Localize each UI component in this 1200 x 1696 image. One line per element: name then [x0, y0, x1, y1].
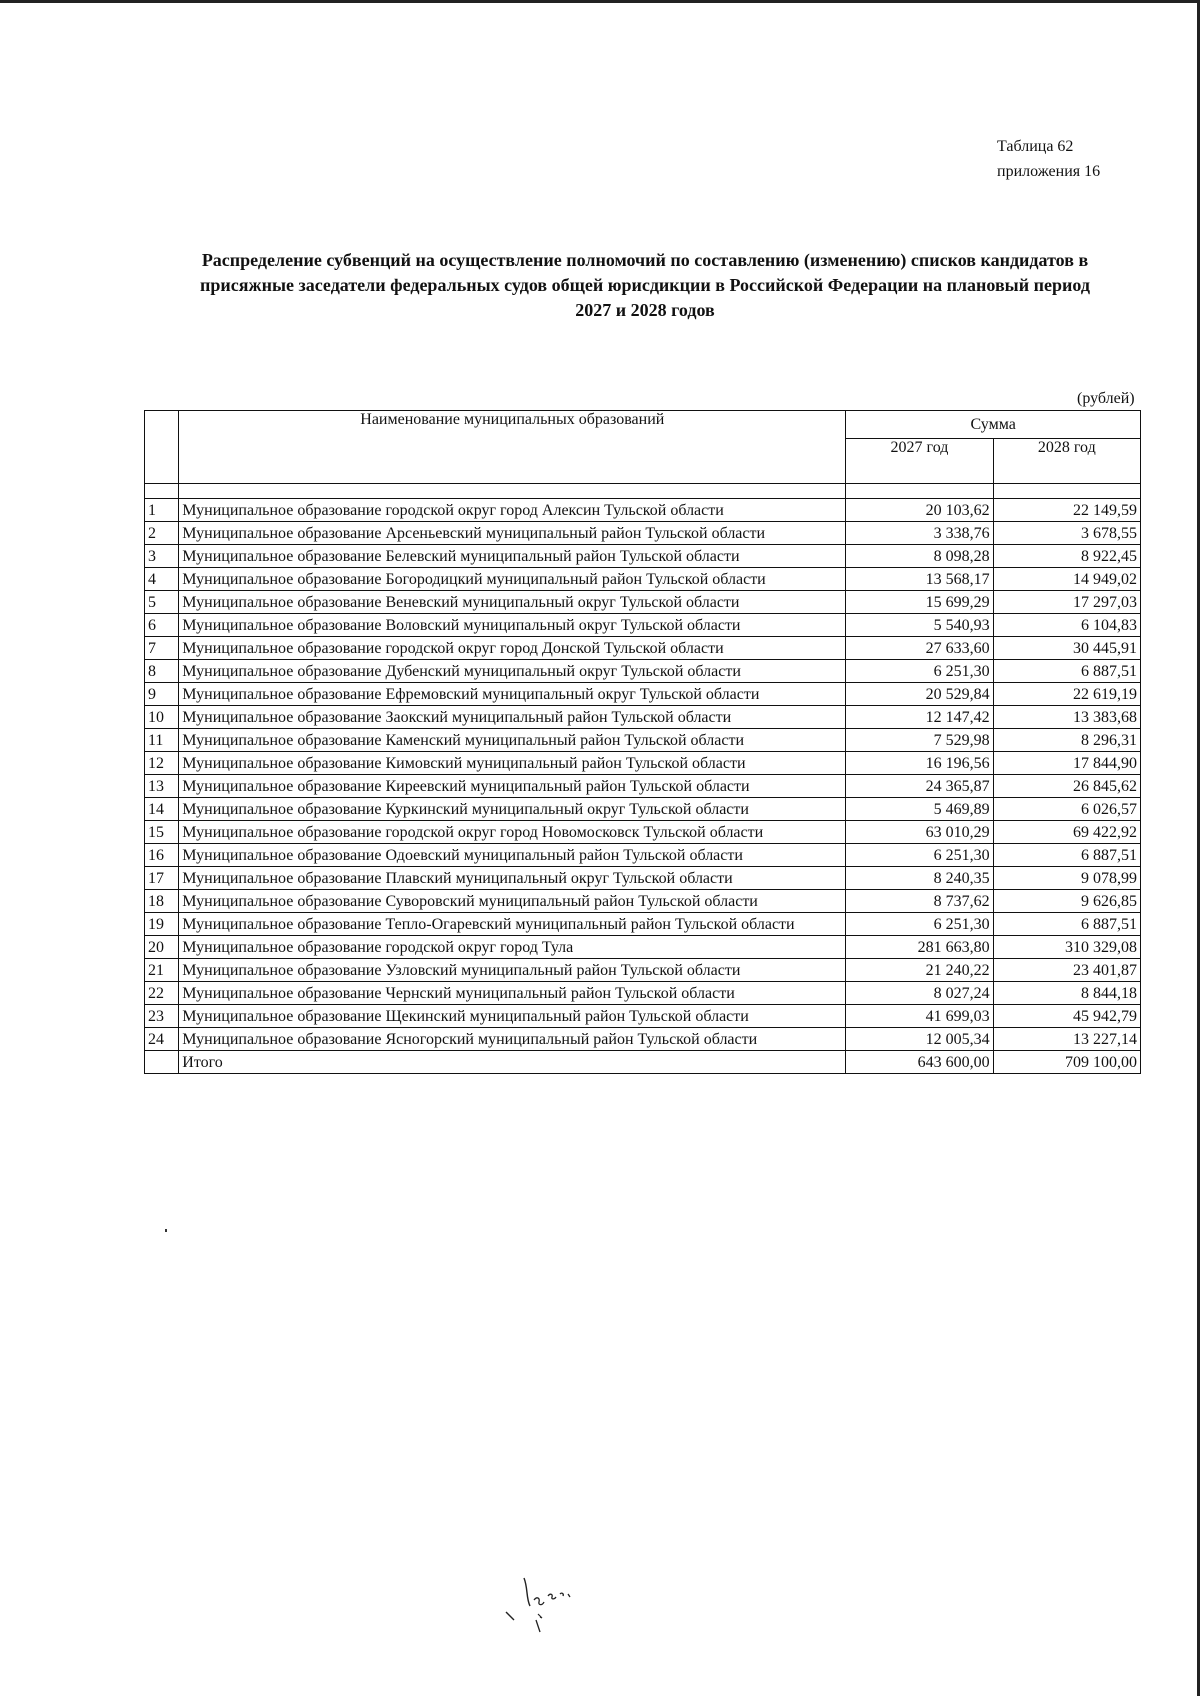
table-row	[145, 637, 1141, 660]
row-name: Муниципальное образование Щекинский муниципальный район Тульской области	[179, 1005, 846, 1028]
row-number: 10	[145, 706, 179, 729]
row-value-2028: 13 383,68	[993, 706, 1140, 729]
row-name: Муниципальное образование городской округ город Донской Тульской области	[179, 637, 846, 660]
table-row	[145, 798, 1141, 821]
row-value-2027: 7 529,98	[846, 729, 993, 752]
table-row	[145, 890, 1141, 913]
total-2027: 643 600,00	[846, 1051, 993, 1074]
row-value-2027: 8 098,28	[846, 545, 993, 568]
scan-speck	[165, 1229, 167, 1232]
row-name: Муниципальное образование Суворовский муниципальный район Тульской области	[179, 890, 846, 913]
page-border-top	[0, 0, 1200, 3]
row-number: 22	[145, 982, 179, 1005]
row-value-2028: 6 887,51	[993, 660, 1140, 683]
header-number-cell	[145, 411, 179, 484]
appendix-number: приложения 16	[997, 163, 1101, 180]
table-row	[145, 959, 1141, 982]
row-value-2028: 17 297,03	[993, 591, 1140, 614]
row-name: Муниципальное образование Белевский муниципальный район Тульской области	[179, 545, 846, 568]
row-name: Муниципальное образование Кимовский муниципальный район Тульской области	[179, 752, 846, 775]
handwritten-signature	[500, 1570, 600, 1640]
row-name: Муниципальное образование Веневский муниципальный округ Тульской области	[179, 591, 846, 614]
row-value-2027: 3 338,76	[846, 522, 993, 545]
row-number: 6	[145, 614, 179, 637]
row-number: 21	[145, 959, 179, 982]
row-number: 9	[145, 683, 179, 706]
table-row	[145, 1005, 1141, 1028]
row-number: 2	[145, 522, 179, 545]
title-line-3: 2027 и 2028 годов	[575, 300, 715, 320]
row-name: Муниципальное образование Дубенский муниципальный округ Тульской области	[179, 660, 846, 683]
row-value-2028: 14 949,02	[993, 568, 1140, 591]
table-row	[145, 936, 1141, 959]
table-row	[145, 867, 1141, 890]
row-value-2027: 281 663,80	[846, 936, 993, 959]
row-name: Муниципальное образование Тепло-Огаревский муниципальный район Тульской области	[179, 913, 846, 936]
row-number: 13	[145, 775, 179, 798]
row-name: Муниципальное образование городской округ город Новомосковск Тульской области	[179, 821, 846, 844]
row-value-2027: 8 240,35	[846, 867, 993, 890]
row-name: Муниципальное образование Узловский муниципальный район Тульской области	[179, 959, 846, 982]
row-number: 17	[145, 867, 179, 890]
row-value-2027: 27 633,60	[846, 637, 993, 660]
total-label: Итого	[179, 1051, 846, 1074]
table-row	[145, 522, 1141, 545]
row-value-2027: 6 251,30	[846, 913, 993, 936]
row-value-2027: 12 147,42	[846, 706, 993, 729]
row-value-2027: 21 240,22	[846, 959, 993, 982]
row-name: Муниципальное образование Арсеньевский муниципальный район Тульской области	[179, 522, 846, 545]
row-value-2027: 16 196,56	[846, 752, 993, 775]
table-row	[145, 591, 1141, 614]
row-value-2027: 8 737,62	[846, 890, 993, 913]
header-year-2028: 2028 год	[993, 439, 1140, 484]
row-number: 16	[145, 844, 179, 867]
table-row	[145, 821, 1141, 844]
row-name: Муниципальное образование городской округ город Тула	[179, 936, 846, 959]
row-number: 5	[145, 591, 179, 614]
row-value-2028: 6 887,51	[993, 913, 1140, 936]
row-number: 4	[145, 568, 179, 591]
row-number: 11	[145, 729, 179, 752]
row-value-2028: 26 845,62	[993, 775, 1140, 798]
row-value-2028: 22 149,59	[993, 499, 1140, 522]
row-number: 20	[145, 936, 179, 959]
row-name: Муниципальное образование Киреевский муниципальный район Тульской области	[179, 775, 846, 798]
row-value-2028: 17 844,90	[993, 752, 1140, 775]
row-value-2027: 5 540,93	[846, 614, 993, 637]
row-name: Муниципальное образование Воловский муниципальный округ Тульской области	[179, 614, 846, 637]
row-value-2028: 23 401,87	[993, 959, 1140, 982]
row-value-2027: 41 699,03	[846, 1005, 993, 1028]
row-name: Муниципальное образование Чернский муниципальный район Тульской области	[179, 982, 846, 1005]
header-year-2027: 2027 год	[846, 439, 993, 484]
table-row	[145, 568, 1141, 591]
table-row	[145, 844, 1141, 867]
row-name: Муниципальное образование Каменский муниципальный район Тульской области	[179, 729, 846, 752]
table-row	[145, 545, 1141, 568]
row-value-2027: 6 251,30	[846, 660, 993, 683]
row-value-2028: 6 026,57	[993, 798, 1140, 821]
row-name: Муниципальное образование Куркинский муниципальный округ Тульской области	[179, 798, 846, 821]
row-value-2028: 8 922,45	[993, 545, 1140, 568]
row-number: 14	[145, 798, 179, 821]
row-name: Муниципальное образование Плавский муниципальный округ Тульской области	[179, 867, 846, 890]
table-reference	[997, 134, 1100, 184]
row-value-2028: 69 422,92	[993, 821, 1140, 844]
row-number: 12	[145, 752, 179, 775]
row-value-2027: 8 027,24	[846, 982, 993, 1005]
row-name: Муниципальное образование Одоевский муниципальный район Тульской области	[179, 844, 846, 867]
total-number-cell	[145, 1051, 179, 1074]
row-value-2028: 9 078,99	[993, 867, 1140, 890]
row-number: 8	[145, 660, 179, 683]
header-name: Наименование муниципальных образований	[179, 411, 846, 484]
units-label: (рублей)	[1077, 390, 1135, 407]
row-name: Муниципальное образование Ефремовский муниципальный округ Тульской области	[179, 683, 846, 706]
row-value-2028: 22 619,19	[993, 683, 1140, 706]
row-number: 15	[145, 821, 179, 844]
table-row	[145, 752, 1141, 775]
row-name: Муниципальное образование Заокский муниципальный район Тульской области	[179, 706, 846, 729]
row-value-2027: 20 529,84	[846, 683, 993, 706]
subvention-table	[144, 410, 1141, 1074]
row-number: 7	[145, 637, 179, 660]
row-value-2028: 8 844,18	[993, 982, 1140, 1005]
total-row	[145, 1051, 1141, 1074]
table-row	[145, 982, 1141, 1005]
row-value-2028: 13 227,14	[993, 1028, 1140, 1051]
header-row	[145, 411, 1141, 439]
row-value-2027: 15 699,29	[846, 591, 993, 614]
title-line-2: присяжные заседатели федеральных судов общей юрисдикции в Российской Федерации на плановый период	[200, 275, 1090, 295]
table-row	[145, 706, 1141, 729]
row-name: Муниципальное образование Богородицкий муниципальный район Тульской области	[179, 568, 846, 591]
row-value-2027: 5 469,89	[846, 798, 993, 821]
row-number: 1	[145, 499, 179, 522]
table-row	[145, 683, 1141, 706]
title-line-1: Распределение субвенций на осуществление полномочий по составлению (изменению) списков кандидатов в	[201, 250, 1089, 270]
table-number: Таблица 62	[997, 138, 1074, 155]
row-value-2027: 63 010,29	[846, 821, 993, 844]
row-number: 19	[145, 913, 179, 936]
table-row	[145, 913, 1141, 936]
row-value-2027: 12 005,34	[846, 1028, 993, 1051]
header-sum: Сумма	[846, 411, 1141, 439]
row-value-2027: 20 103,62	[846, 499, 993, 522]
row-number: 23	[145, 1005, 179, 1028]
row-value-2028: 30 445,91	[993, 637, 1140, 660]
row-name: Муниципальное образование Ясногорский муниципальный район Тульской области	[179, 1028, 846, 1051]
row-value-2028: 310 329,08	[993, 936, 1140, 959]
row-number: 3	[145, 545, 179, 568]
row-value-2027: 13 568,17	[846, 568, 993, 591]
row-number: 18	[145, 890, 179, 913]
row-number: 24	[145, 1028, 179, 1051]
row-value-2028: 45 942,79	[993, 1005, 1140, 1028]
table-row	[145, 614, 1141, 637]
table-row	[145, 775, 1141, 798]
spacer-row	[145, 484, 1141, 499]
row-value-2028: 8 296,31	[993, 729, 1140, 752]
document-title	[150, 248, 1140, 323]
row-value-2027: 24 365,87	[846, 775, 993, 798]
table-row	[145, 1028, 1141, 1051]
total-2028: 709 100,00	[993, 1051, 1140, 1074]
row-value-2027: 6 251,30	[846, 844, 993, 867]
table-row	[145, 660, 1141, 683]
table-row	[145, 499, 1141, 522]
row-name: Муниципальное образование городской округ город Алексин Тульской области	[179, 499, 846, 522]
table-row	[145, 729, 1141, 752]
row-value-2028: 6 104,83	[993, 614, 1140, 637]
row-value-2028: 3 678,55	[993, 522, 1140, 545]
row-value-2028: 6 887,51	[993, 844, 1140, 867]
row-value-2028: 9 626,85	[993, 890, 1140, 913]
